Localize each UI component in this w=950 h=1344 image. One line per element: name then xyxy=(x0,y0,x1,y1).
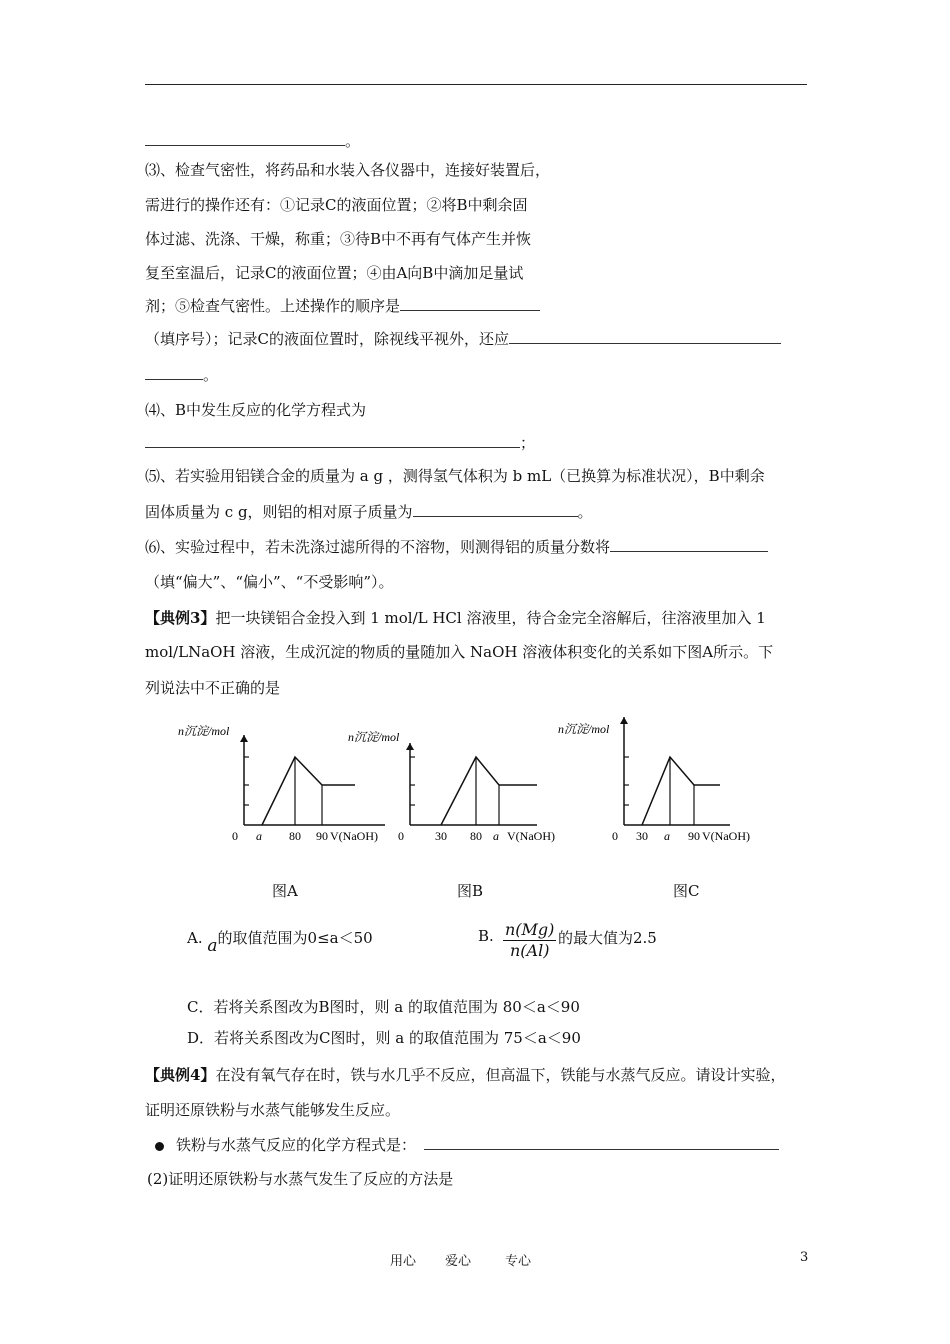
x-tick-label: a xyxy=(256,829,262,843)
x-tick-label: 80 xyxy=(470,829,482,843)
option-d: D．若将关系图改为C图时，则 a 的取值范围为 75＜a＜90 xyxy=(187,1029,581,1047)
q5-line1: ⑸、若实验用铝镁合金的质量为 a g ，测得氢气体积为 b mL（已换算为标准状况），B中剩余 xyxy=(145,467,765,485)
footer-motto-3: 专心 xyxy=(505,1254,532,1269)
bullet-icon xyxy=(155,1142,164,1151)
x-tick-label: 0 xyxy=(398,829,404,843)
y-axis-label: n沉淀/mol xyxy=(348,730,400,744)
x-tick-label: a xyxy=(664,829,670,843)
q4-line1: ⑷、B中发生反应的化学方程式为 xyxy=(145,401,367,419)
data-line xyxy=(441,757,537,825)
data-line xyxy=(642,757,720,825)
ex4-q2: (2)证明还原铁粉与水蒸气发生了反应的方法是 xyxy=(147,1170,454,1188)
q4-line2: ； xyxy=(145,432,535,453)
variable-a: a xyxy=(207,936,218,956)
q5-line2: 固体质量为 c g，则铝的相对原子质量为 。 xyxy=(145,503,593,521)
fraction-numerator: n(Mg) xyxy=(505,920,555,939)
page-number: 3 xyxy=(800,1250,809,1265)
q6-line2: （填“偏大”、“偏小”、“不受影响”）。 xyxy=(145,573,394,591)
option-b-fraction xyxy=(503,920,556,960)
x-tick-label: 0 xyxy=(232,829,238,843)
answer-blank-note xyxy=(509,329,781,344)
fraction-denominator: n(Al) xyxy=(509,941,550,960)
y-axis-arrow xyxy=(406,743,414,750)
x-tick-label: 90 xyxy=(688,829,700,843)
y-axis-label: n沉淀/mol xyxy=(178,724,230,738)
y-axis-label: n沉淀/mol xyxy=(558,722,610,736)
ex3-line3: 列说法中不正确的是 xyxy=(145,679,281,697)
x-tick-label: 30 xyxy=(435,829,447,843)
x-axis-label: V(NaOH) xyxy=(702,829,750,843)
option-b-text: 的最大值为2.5 xyxy=(558,929,657,947)
caption-figure-b: 图B xyxy=(457,882,484,900)
x-tick-label: 80 xyxy=(289,829,301,843)
x-tick-label: a xyxy=(493,829,499,843)
footer-motto-1: 用心 xyxy=(390,1254,417,1269)
answer-blank-fe-equation xyxy=(424,1135,779,1150)
x-tick-label: 30 xyxy=(636,829,648,843)
option-b-label: B. xyxy=(478,927,494,945)
answer-blank-atomic-mass xyxy=(413,502,578,517)
ex4-line1: 【典例4】在没有氧气存在时，铁与水几乎不反应，但高温下，铁能与水蒸气反应。请设计实验， xyxy=(145,1066,786,1084)
graph-figures xyxy=(0,705,950,905)
ex3-line1: 【典例3】把一块镁铝合金投入到 1 mol/L HCl 溶液里，待合金完全溶解后，往溶液里加入 1 xyxy=(145,609,766,627)
answer-blank xyxy=(145,131,345,146)
ex3-line2: mol/LNaOH 溶液，生成沉淀的物质的量随加入 NaOH 溶液体积变化的关系如下图A所示。下 xyxy=(145,643,774,661)
y-axis-arrow xyxy=(240,735,248,742)
x-axis-label: V(NaOH) xyxy=(330,829,378,843)
ex4-line2: 证明还原铁粉与水蒸气能够发生反应。 xyxy=(145,1101,401,1119)
q3-line4: 复至室温后，记录C的液面位置；④由A向B中滴加足量试 xyxy=(145,264,524,282)
answer-line-carryover: 。 xyxy=(145,130,360,151)
answer-blank-order xyxy=(400,296,540,311)
option-c: C．若将关系图改为B图时，则 a 的取值范围为 80＜a＜90 xyxy=(187,998,580,1016)
q3-line7: 。 xyxy=(145,364,218,385)
answer-blank-equation xyxy=(145,433,520,448)
q6-line1: ⑹、实验过程中，若未洗涤过滤所得的不溶物，则测得铝的质量分数将 xyxy=(145,536,768,557)
x-tick-label: 0 xyxy=(612,829,618,843)
q3-line3: 体过滤、洗涤、干燥，称重；③待B中不再有气体产生并恢 xyxy=(145,230,532,248)
caption-figure-c: 图C xyxy=(673,882,700,900)
data-line xyxy=(262,757,355,825)
footer-motto-2: 爱心 xyxy=(445,1254,472,1269)
q3-line1: ⑶、检查气密性，将药品和水装入各仪器中，连接好装置后， xyxy=(145,161,551,179)
q3-line5: 剂；⑤检查气密性。上述操作的顺序是 xyxy=(145,295,540,316)
caption-figure-a: 图A xyxy=(272,882,298,900)
answer-blank-note-cont xyxy=(145,365,203,380)
q3-line2: 需进行的操作还有：①记录C的液面位置；②将B中剩余固 xyxy=(145,196,528,214)
x-axis-label: V(NaOH) xyxy=(507,829,555,843)
answer-blank-effect xyxy=(610,537,768,552)
y-axis-arrow xyxy=(620,717,628,724)
q3-line6: （填序号）；记录C的液面位置时，除视线平视外，还应 xyxy=(145,328,781,349)
x-tick-label: 90 xyxy=(316,829,328,843)
ex4-bullet-item: 铁粉与水蒸气反应的化学方程式是： xyxy=(155,1134,779,1155)
header-rule xyxy=(145,84,807,85)
option-a: A. a的取值范围为0≤a＜50 xyxy=(187,929,373,956)
